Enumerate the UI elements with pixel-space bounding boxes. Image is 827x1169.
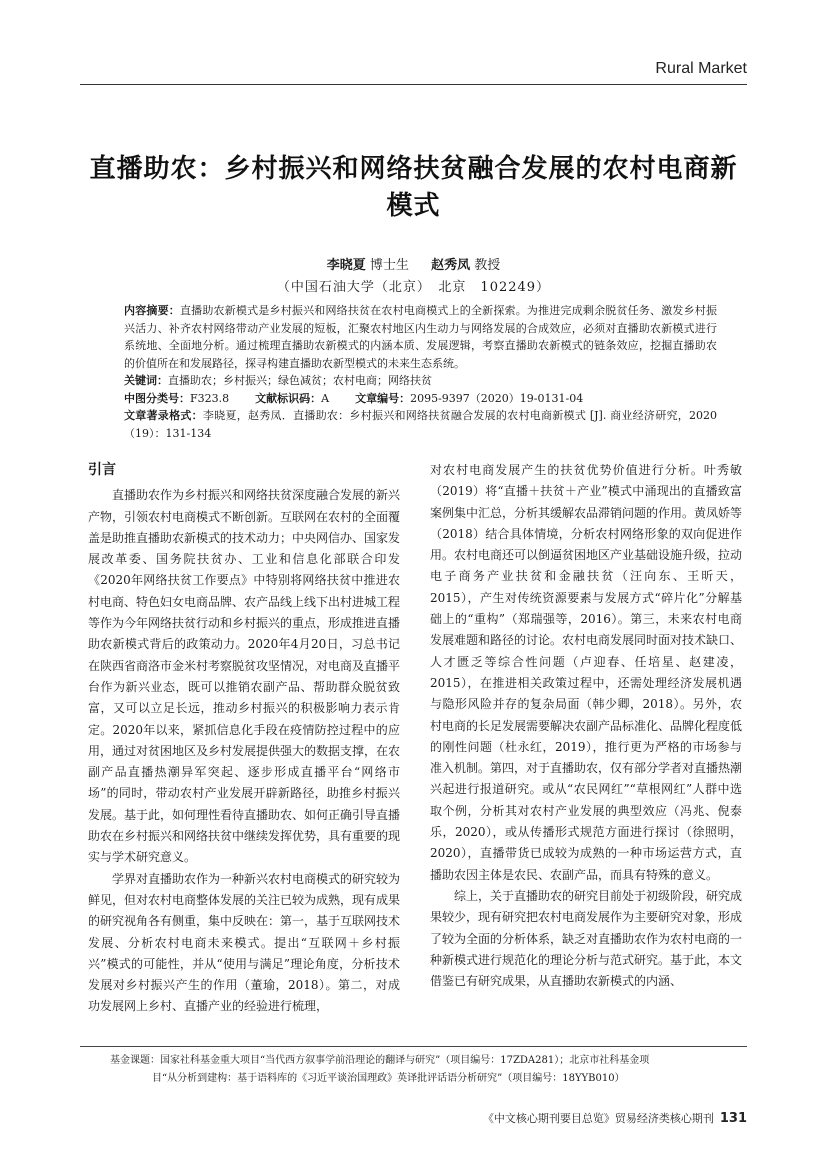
citation-label: 文章著录格式： [124, 409, 203, 422]
header-rule [80, 84, 747, 85]
funding-line: 基金课题：国家社科基金重大项目“当代西方叙事学前沿理论的翻译与研究”（项目编号：17ZDA281）；北京市社科基金项 [110, 1055, 650, 1066]
author-title: 教授 [474, 258, 501, 273]
citation [124, 407, 717, 442]
classification-row [124, 390, 717, 408]
body-column-right [430, 460, 742, 992]
article-no-value: 2095-9397（2020）19-0131-04 [410, 391, 584, 405]
page-footer [483, 1110, 747, 1126]
doc-code-value: A [321, 391, 330, 405]
body-paragraph: 对农村电商发展产生的扶贫优势价值进行分析。叶秀敏（2019）将“直播＋扶贫＋产业”模式中涌现出的直播致富案例集中汇总，分析其缓解农品滞销问题的作用。黄凤娇等（2018）结合具体情境，分析农村网络形象的双向促进作用。农村电商还可以倒逼贫困地区产业基础设施升级，拉动电子商务产业扶贫和金融扶贫（汪向东、王昕天，2015），产生对传统资源要素与发展方式“碎片化”分解基础上的“重构”（郑瑞强等，2016）。第三，未来农村电商发展难题和路径的讨论。农村电商发展同时面对技术缺口、人才匮乏等综合性问题（卢迎春、任培星、赵建凌，2015），在推进相关政策过程中，还需处理经济发展机遇与隐形风险并存的复杂局面（韩少卿，2018）。另外，农村电商的长足发展需要解决农副产品标准化、品牌化程度低的刚性问题（杜永红，2019），推行更为严格的市场参与准入机制。第四，对于直播助农，仅有部分学者对直播热潮兴起进行报道研究。或从“农民网红”“草根网红”人群中选取个例，分析其对农村产业发展的典型效应（冯兆、倪泰乐，2020），或从传播形式规范方面进行探讨（徐照明，2020），直播带货已成较为成熟的一种市场运营方式，直播助农因主体是农民、农副产品，而具有特殊的意义。 [430, 463, 743, 882]
doc-code-label: 文献标识码： [255, 391, 322, 405]
keywords [124, 372, 717, 390]
body-paragraph: 直播助农作为乡村振兴和网络扶贫深度融合发展的新兴产物，引领农村电商模式不断创新。互联网在农村的全面覆盖是助推直播助农新模式的技术动力；中央网信办、国家发展改革委、国务院扶贫办、工业和信息化部联合印发《2020年网络扶贫工作要点》中特别将网络扶贫中推进农村电商、特色妇女电商品牌、农产品线上线下出村进城工程等作为今年网络扶贫行动和乡村振兴的重点，形成推进直播助农新模式背后的政策动力。2020年4月20日，习总书记在陕西省商洛市金米村考察脱贫攻坚情况，对电商及直播平台作为新兴业态，既可以推销农副产品、帮助群众脱贫致富，又可以立足长远，推动乡村振兴的积极影响力表示肯定。2020年以来，紧抓信息化手段在疫情防控过程中的应用，通过对贫困地区及乡村发展提供强大的数据支撑，在农副产品直播热潮异军突起、逐步形成直播平台“网络市场”的同时，带动农村产业发展开辟新路径，助推乡村振兴发展。基于此，如何理性看待直播助农、如何正确引导直播助农在乡村振兴和网络扶贫中继续发挥优势，具有重要的现实与学术研究意义。 [88, 488, 401, 865]
citation-text: 李晓夏，赵秀凤．直播助农：乡村振兴和网络扶贫融合发展的农村电商新模式 [J]. 商业经济研究，2020（19）：131-134 [124, 409, 718, 440]
authors [80, 254, 747, 273]
body-paragraph: 学界对直播助农作为一种新兴农村电商模式的研究较为鲜见，但对农村电商整体发展的关注已较为成熟，现有成果的研究视角各有侧重，集中反映在：第一，基于互联网技术发展、分析农村电商未来模式。提出“互联网＋乡村振兴”模式的可能性，并从“使用与满足”理论角度，分析技术发展对乡村振兴产生的作用（董瑜，2018）。第二，对成功发展网上乡村、直播产业的经验进行梳理， [88, 871, 401, 1014]
author-name: 李晓夏 [326, 258, 366, 273]
section-heading: 引言 [88, 462, 116, 478]
article-title: 直播助农：乡村振兴和网络扶贫融合发展的农村电商新模式 [89, 154, 738, 221]
page-number: 131 [719, 1111, 747, 1126]
abstract-label: 内容摘要： [124, 304, 180, 317]
affiliation: （中国石油大学（北京） 北京 102249） [276, 280, 551, 295]
author-title: 博士生 [369, 258, 409, 273]
funding-note [110, 1052, 727, 1088]
footnote-rule [80, 1046, 747, 1047]
keywords-label: 关键词： [124, 374, 168, 387]
keywords-text: 直播助农；乡村振兴；绿色减贫；农村电商；网络扶贫 [168, 374, 432, 387]
clc-value: F323.8 [190, 391, 230, 405]
funding-line: 目“从分析到建构：基于语料库的《习近平谈治国理政》英译批评话语分析研究”（项目编号：18YYB010） [152, 1073, 625, 1084]
abstract-text: 直播助农新模式是乡村振兴和网络扶贫在农村电商模式上的全新探索。为推进完成剩余脱贫任务、激发乡村振兴活力、补齐农村网络带动产业发展的短板，汇聚农村地区内生动力与网络发展的合成效应，必须对直播助农新模式进行系统地、全面地分析。通过梳理直播助农新模式的内涵本质、发展逻辑，考察直播助农新模式的链条效应，挖掘直播助农的价值所在和发展路径，探寻构建直播助农新型模式的未来生态系统。 [124, 304, 718, 370]
abstract [124, 302, 717, 372]
body-column-left [88, 460, 400, 1018]
section-tag: Rural Market [655, 60, 747, 77]
abstract-block [124, 302, 717, 442]
clc-label: 中图分类号： [124, 391, 190, 405]
author-name: 赵秀凤 [431, 258, 471, 273]
body-paragraph: 综上，关于直播助农的研究目前处于初级阶段，研究成果较少，现有研究把农村电商发展作为主要研究对象，形成了较为全面的分析体系，缺乏对直播助农作为农村电商的一种新模式进行规范化的理论分析与范式研究。基于此，本文借鉴已有研究成果，从直播助农新模式的内涵、 [430, 888, 743, 989]
article-no-label: 文章编号： [355, 391, 411, 405]
journal-name: 《中文核心期刊要目总览》贸易经济类核心期刊 [482, 1112, 714, 1125]
